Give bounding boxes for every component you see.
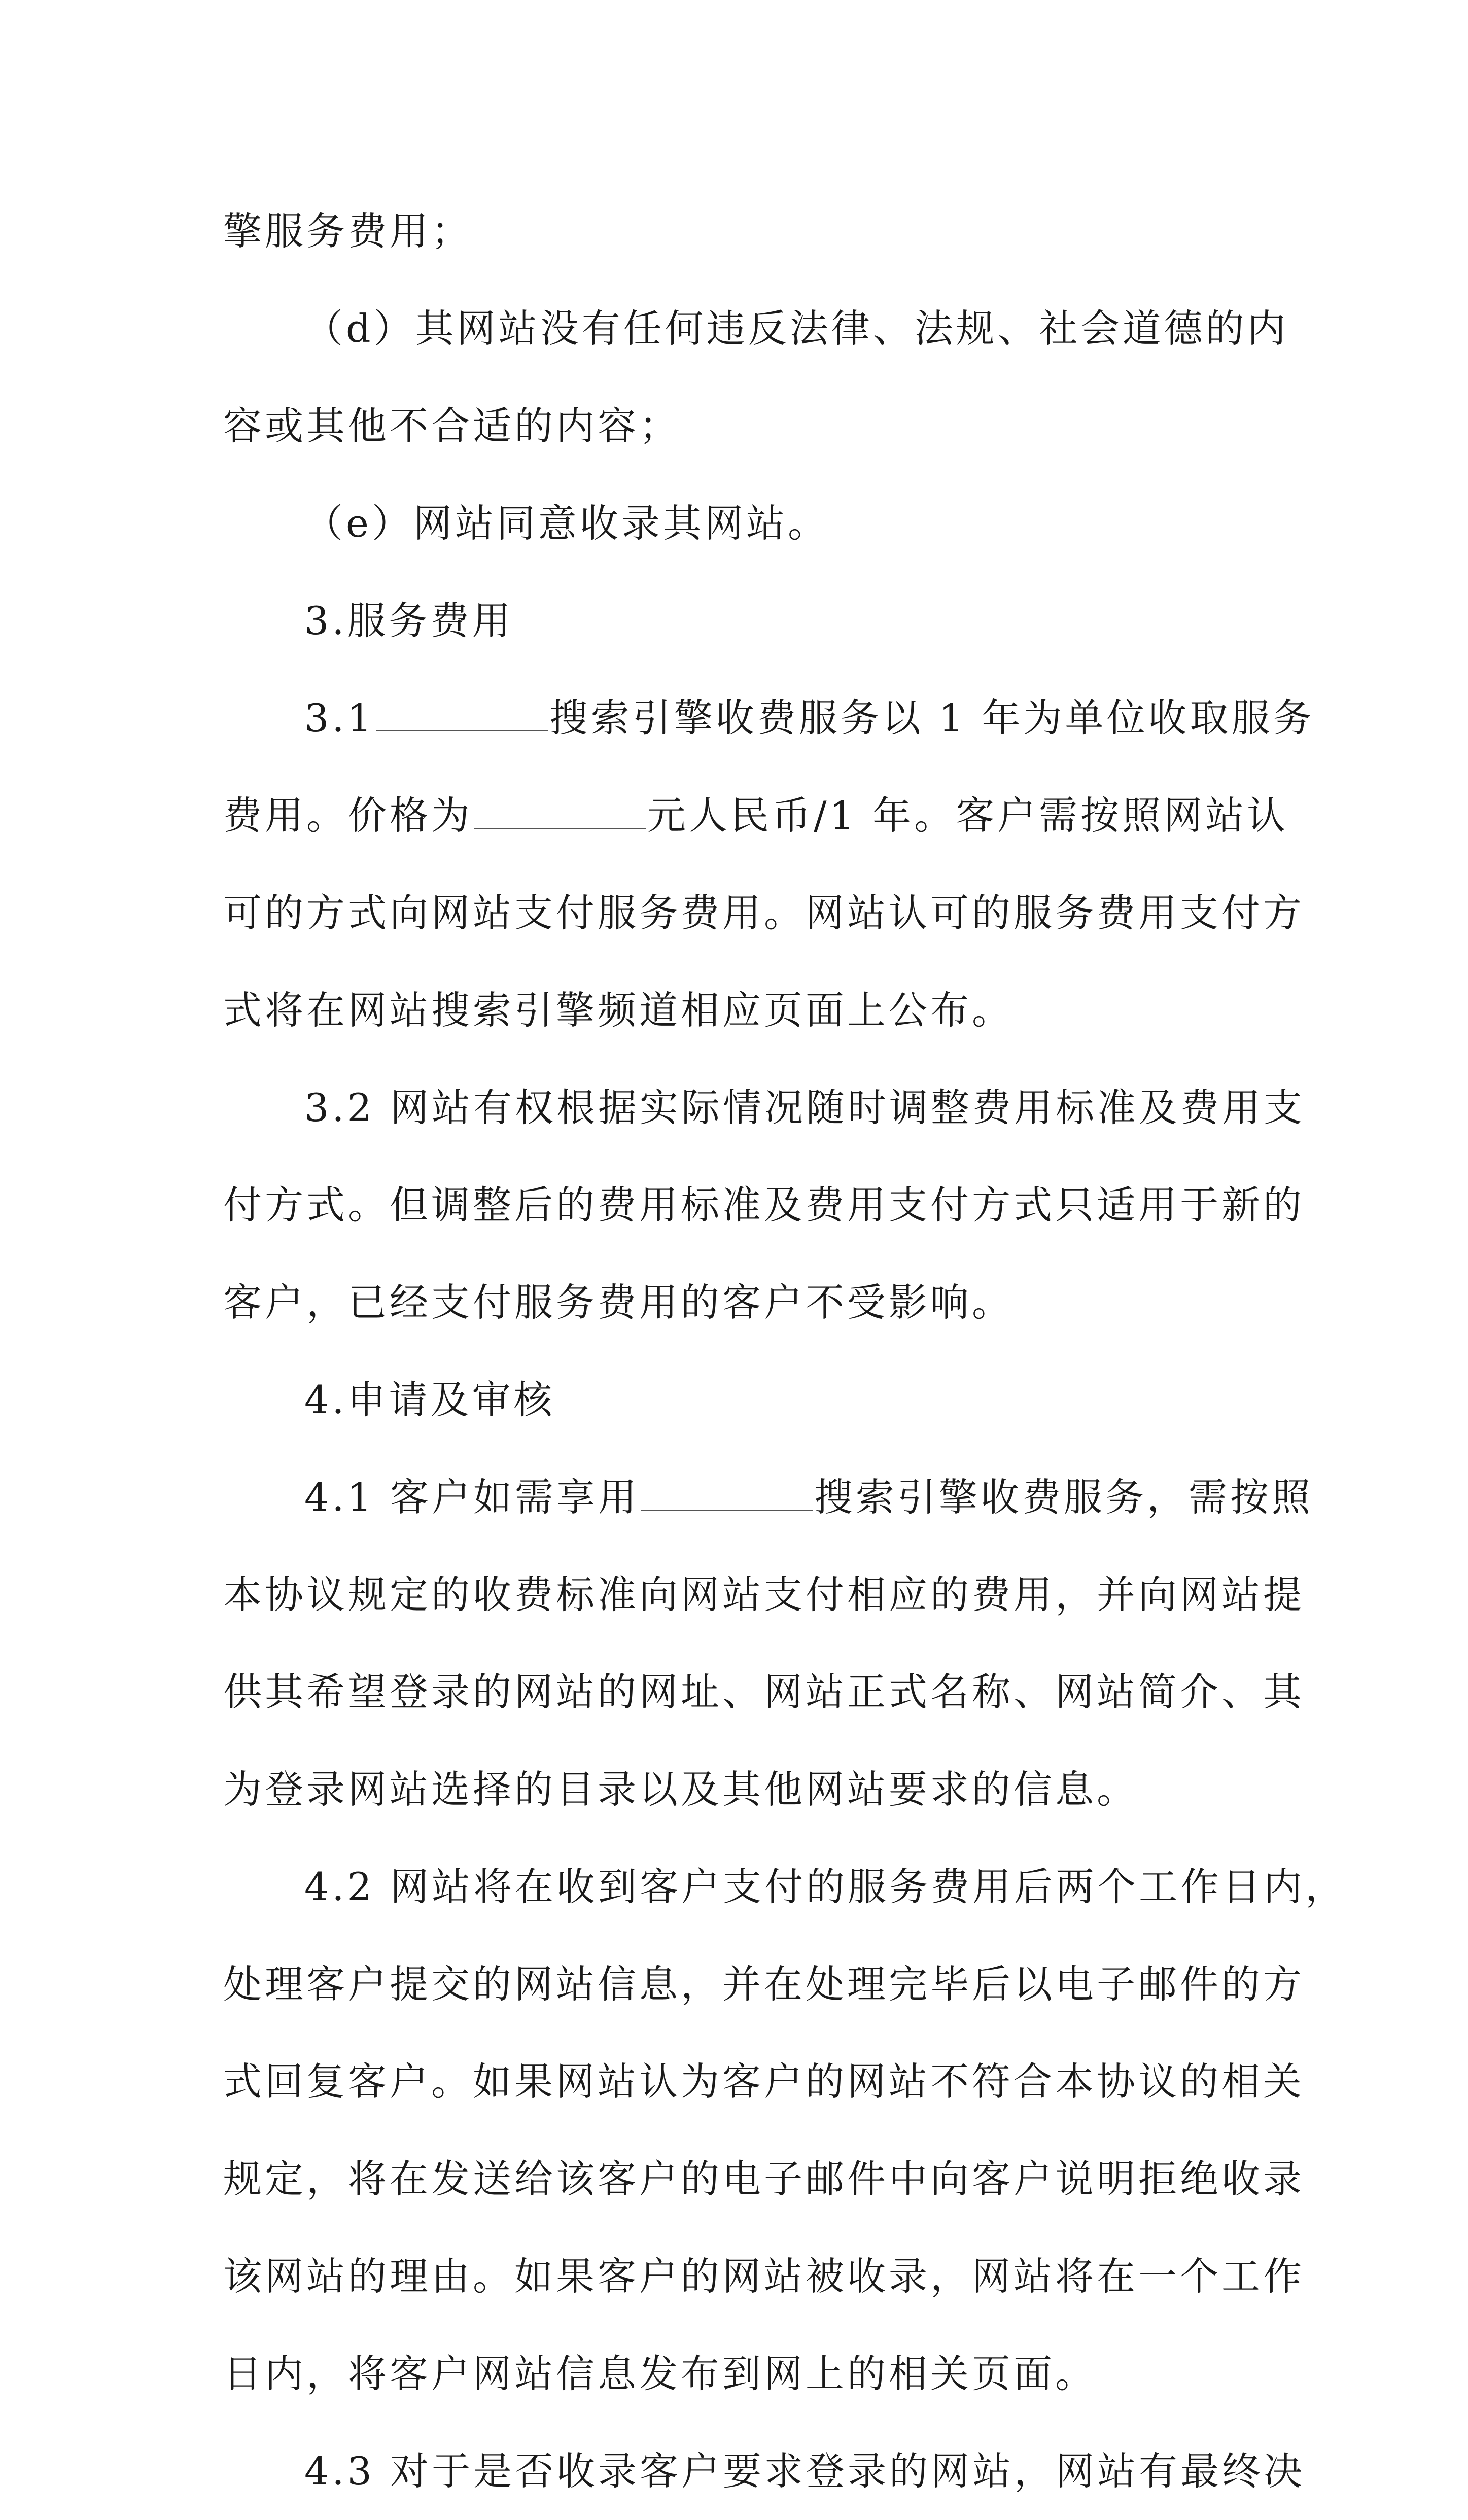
fill-in-blank — [376, 700, 548, 731]
text-line — [223, 1351, 1263, 1449]
fill-in-blank — [474, 797, 646, 829]
text-line — [223, 2130, 1305, 2228]
text-segment: 容或其他不合适的内容； — [223, 403, 681, 448]
text-line — [223, 2423, 1306, 2520]
text-line — [223, 1157, 1305, 1254]
text-line — [223, 864, 1305, 962]
text-segment: 供其希望登录的网站的网址、网站正式名称、网站简介、其 — [223, 1669, 1305, 1714]
text-line — [223, 183, 1263, 280]
text-segment: 搜索引擎收费服务以 1 年为单位收取服务 — [549, 695, 1315, 741]
text-line — [223, 1643, 1305, 1741]
text-line — [223, 1059, 1306, 1157]
text-segment: 式将在网站搜索引擎频道相应页面上公布。 — [223, 988, 1013, 1033]
text-segment: 客户，已经支付服务费用的客户不受影响。 — [223, 1280, 1013, 1325]
fill-in-blank — [641, 1479, 813, 1511]
text-line — [223, 1449, 1314, 1546]
text-segment: 4.3 对于是否收录客户要求登录的网站，网站有最终决 — [304, 2448, 1306, 2494]
text-line — [223, 670, 1315, 767]
text-segment: （d）其网站没有任何违反法律、法规、社会道德的内 — [304, 306, 1289, 351]
text-segment: 4.2 网站将在收到客户支付的服务费用后两个工作日内， — [304, 1864, 1347, 1909]
text-line — [223, 1254, 1263, 1351]
text-line — [223, 767, 1289, 864]
text-line — [223, 475, 1263, 572]
text-line — [223, 2033, 1305, 2130]
text-segment: 费用。价格为 — [223, 793, 473, 838]
text-segment: （e）网站同意收录其网站。 — [304, 501, 829, 546]
text-segment: 擎服务费用； — [223, 208, 473, 254]
text-line — [223, 1838, 1347, 1936]
text-segment: 4.1 客户如需享用 — [304, 1475, 640, 1520]
text-segment: 可的方式向网站支付服务费用。网站认可的服务费用支付方 — [223, 890, 1305, 935]
text-segment: 该网站的理由。如果客户的网站被收录，网站将在一个工作 — [223, 2254, 1305, 2299]
text-line — [223, 2228, 1305, 2325]
text-segment: 元人民币/1 年。客户需按照网站认 — [647, 793, 1289, 838]
text-segment: 付方式。但调整后的费用标准及费用支付方式只适用于新的 — [223, 1182, 1305, 1228]
text-line — [223, 962, 1263, 1059]
text-line — [223, 1546, 1305, 1643]
text-segment: 日内，将客户网站信息发布到网上的相关页面。 — [223, 2351, 1097, 2396]
text-segment: 3.1 — [304, 695, 375, 741]
text-line — [223, 2325, 1263, 2423]
text-line — [223, 572, 1263, 670]
text-segment: 搜索引擎收费服务，需按照 — [814, 1475, 1314, 1520]
text-segment: 4.申请及审核 — [304, 1377, 555, 1422]
text-segment: 规定，将在发送给该客户的电子邮件中向客户说明拒绝收录 — [223, 2156, 1305, 2201]
text-segment: 式回复客户。如果网站认为客户的网站不符合本协议的相关 — [223, 2059, 1305, 2104]
text-segment: 为登录网站选择的目录以及其他网站要求的信息。 — [223, 1767, 1138, 1812]
text-segment: 本协议规定的收费标准向网站支付相应的费用，并向网站提 — [223, 1572, 1305, 1617]
text-line — [223, 280, 1289, 377]
document-body — [223, 183, 1347, 2520]
text-line — [223, 377, 1263, 475]
text-segment: 处理客户提交的网站信息，并在处理完毕后以电子邮件的方 — [223, 1962, 1305, 2007]
text-line — [223, 1741, 1263, 1838]
text-line — [223, 1936, 1305, 2033]
text-segment: 3.2 网站有权根据实际情况随时调整费用标准及费用支 — [304, 1085, 1306, 1130]
text-segment: 3.服务费用 — [304, 598, 514, 643]
